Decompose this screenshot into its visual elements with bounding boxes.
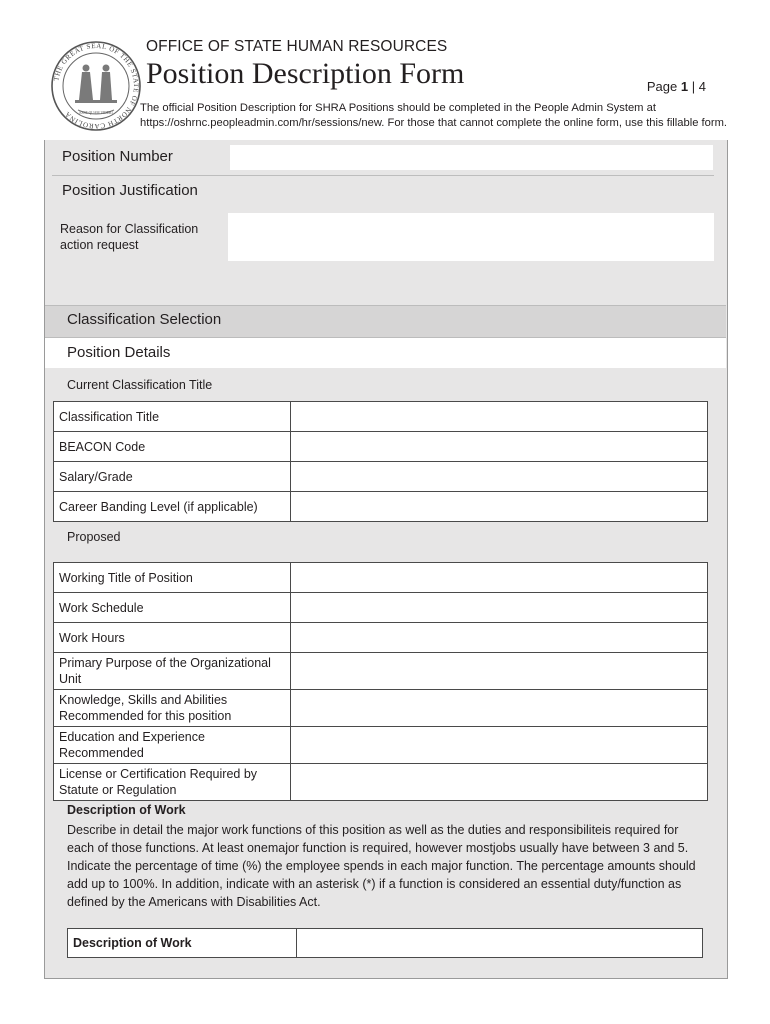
- state-seal-logo: [50, 40, 142, 132]
- proposed-label: Proposed: [67, 530, 121, 544]
- current-classification-table: [53, 401, 708, 522]
- divider: [52, 175, 714, 176]
- page-label: Page: [646, 79, 678, 94]
- education-experience-input[interactable]: [291, 727, 708, 764]
- page-indicator: [647, 79, 706, 94]
- position-justification-label: Position Justification: [62, 182, 198, 199]
- classification-title-input[interactable]: [291, 402, 708, 432]
- current-classification-label: Current Classification Title: [67, 378, 213, 392]
- description-of-work-heading: Description of Work: [67, 803, 186, 817]
- work-hours-input[interactable]: [291, 623, 708, 653]
- intro-text: The official Position Description for SHRA Positions should be completed in the People Admin System at https://oshrnc.peopleadmin.com/hr/sessions/new. For those that cannot complete the online form, use this fillable form.: [140, 102, 728, 129]
- table-row: [54, 593, 708, 623]
- table-row: [54, 563, 708, 593]
- position-details-label: Position Details: [67, 344, 171, 361]
- table-row: [54, 492, 708, 522]
- table-row: [54, 690, 708, 727]
- description-of-work-input[interactable]: [297, 929, 703, 958]
- table-row: [54, 764, 708, 801]
- table-row: [54, 432, 708, 462]
- position-number-label: Position Number: [62, 148, 173, 165]
- primary-purpose-label: Primary Purpose of the Organizational Unit: [54, 653, 291, 690]
- description-of-work-table: [67, 928, 703, 958]
- office-name: OFFICE OF STATE HUMAN RESOURCES: [146, 38, 448, 55]
- description-of-work-field-label: Description of Work: [68, 929, 297, 958]
- page-total: 4: [698, 79, 706, 94]
- position-number-input[interactable]: [230, 145, 713, 170]
- career-banding-label: Career Banding Level (if applicable): [54, 492, 291, 522]
- table-row: [54, 653, 708, 690]
- working-title-label: Working Title of Position: [54, 563, 291, 593]
- page-current: 1: [680, 79, 689, 94]
- table-row: [54, 402, 708, 432]
- reason-input[interactable]: [228, 213, 714, 261]
- salary-grade-input[interactable]: [291, 462, 708, 492]
- form-title: Position Description Form: [146, 57, 465, 90]
- classification-title-label: Classification Title: [54, 402, 291, 432]
- working-title-input[interactable]: [291, 563, 708, 593]
- license-certification-label: License or Certification Required by Statute or Regulation: [54, 764, 291, 801]
- salary-grade-label: Salary/Grade: [54, 462, 291, 492]
- description-of-work-instructions: Describe in detail the major work functions of this position as well as the duties and responsibiliteis required for each of those functions. At least onemajor function is required, however mostjobs usually have between 3 and 5. Indicate the percentage of time (%) the employee spends in each major function. The percentage amounts should add up to 100%. In addition, indicate with an asterisk (*) if a function is considered an essential duty/function as defined by the Americans with Disabilities Act.: [67, 823, 696, 909]
- ksa-label: Knowledge, Skills and Abilities Recommended for this position: [54, 690, 291, 727]
- work-schedule-input[interactable]: [291, 593, 708, 623]
- reason-label: Reason for Classification action request: [60, 222, 199, 252]
- table-row: [54, 623, 708, 653]
- education-experience-label: Education and Experience Recommended: [54, 727, 291, 764]
- table-row: [68, 929, 703, 958]
- svg-text:ESSE QUAM VIDERI: ESSE QUAM VIDERI: [79, 111, 113, 115]
- beacon-code-input[interactable]: [291, 432, 708, 462]
- table-row: [54, 727, 708, 764]
- classification-selection-label: Classification Selection: [67, 311, 222, 328]
- work-hours-label: Work Hours: [54, 623, 291, 653]
- beacon-code-label: BEACON Code: [54, 432, 291, 462]
- work-schedule-label: Work Schedule: [54, 593, 291, 623]
- license-certification-input[interactable]: [291, 764, 708, 801]
- svg-text:THE GREAT SEAL OF THE STATE OF: THE GREAT SEAL OF THE STATE OF NORTH CAROLINA: [52, 41, 141, 131]
- proposed-table: [53, 562, 708, 801]
- primary-purpose-input[interactable]: [291, 653, 708, 690]
- career-banding-input[interactable]: [291, 492, 708, 522]
- ksa-input[interactable]: [291, 690, 708, 727]
- page-separator: |: [691, 79, 696, 94]
- table-row: [54, 462, 708, 492]
